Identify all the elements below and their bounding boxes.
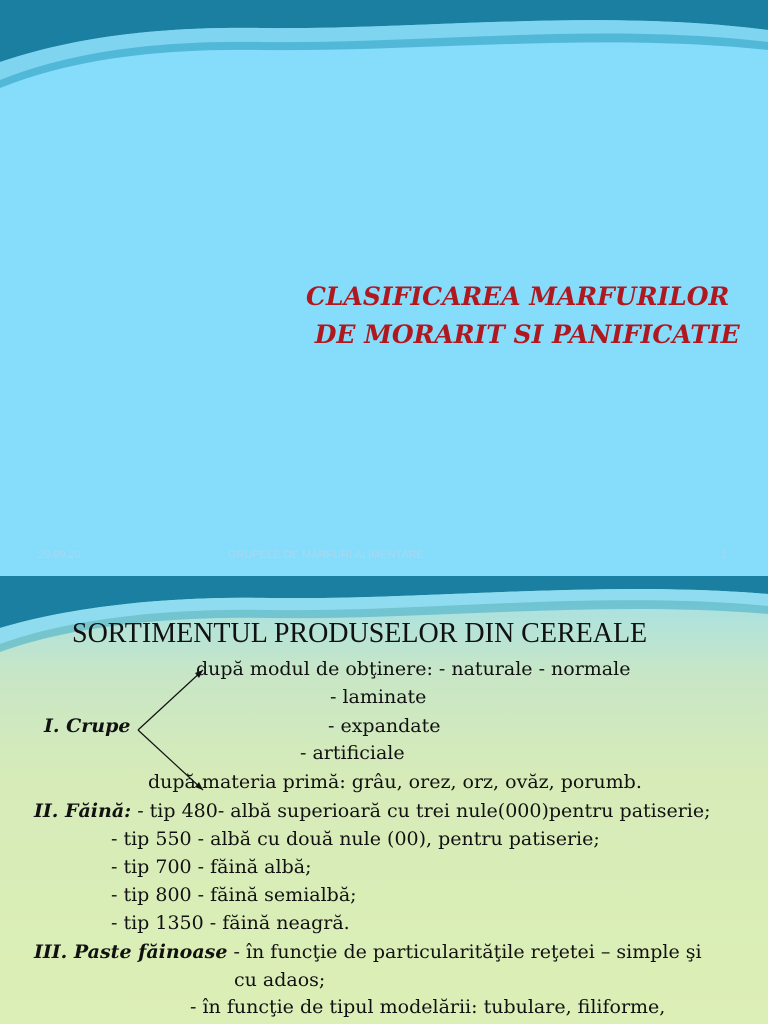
faina-type-800: - tip 800 - făină semialbă; (111, 884, 357, 906)
faina-type-480: - tip 480- albă superioară cu trei nule(000)pentru patiserie; (131, 800, 711, 822)
paste-label: III. Paste făinoase (34, 941, 228, 963)
footer-page-number: 1 (721, 549, 728, 561)
slide-1-title-line-2: DE MORARIT SI PANIFICATIE (306, 320, 740, 349)
crupe-label: I. Crupe (44, 715, 131, 737)
crupe-laminate: - laminate (330, 686, 427, 708)
paste-line-1 (34, 941, 702, 963)
crupe-artificiale: - artificiale (300, 742, 405, 764)
slide-1-title-line-1: CLASIFICAREA MARFURILOR (306, 282, 730, 311)
crupe-method-line: după modul de obţinere: - naturale - normale (196, 658, 631, 680)
paste-line-2: cu adaos; (234, 969, 326, 991)
faina-line-1 (34, 800, 711, 822)
faina-type-700: - tip 700 - făină albă; (111, 856, 312, 878)
faina-type-550: - tip 550 - albă cu două nule (00), pentru patiserie; (111, 828, 600, 850)
crupe-expandate: - expandate (328, 715, 441, 737)
faina-label: II. Făină: (34, 800, 132, 822)
slide-2-title: SORTIMENTUL PRODUSELOR DIN CEREALE (72, 618, 648, 649)
crupe-raw-material-line: după materia primă: grâu, orez, orz, ovăz, porumb. (148, 771, 642, 793)
footer-title: GRUPELE DE MĂRFURI ALIMENTARE (228, 549, 424, 561)
paste-line-3: - în funcţie de tipul modelării: tubulare, filiforme, (190, 996, 666, 1018)
faina-type-1350: - tip 1350 - făină neagră. (111, 912, 350, 934)
footer-date: 20.09.20 (38, 549, 81, 561)
paste-recipe-classification: - în funcţie de particularităţile reţetei – simple şi (227, 941, 702, 963)
